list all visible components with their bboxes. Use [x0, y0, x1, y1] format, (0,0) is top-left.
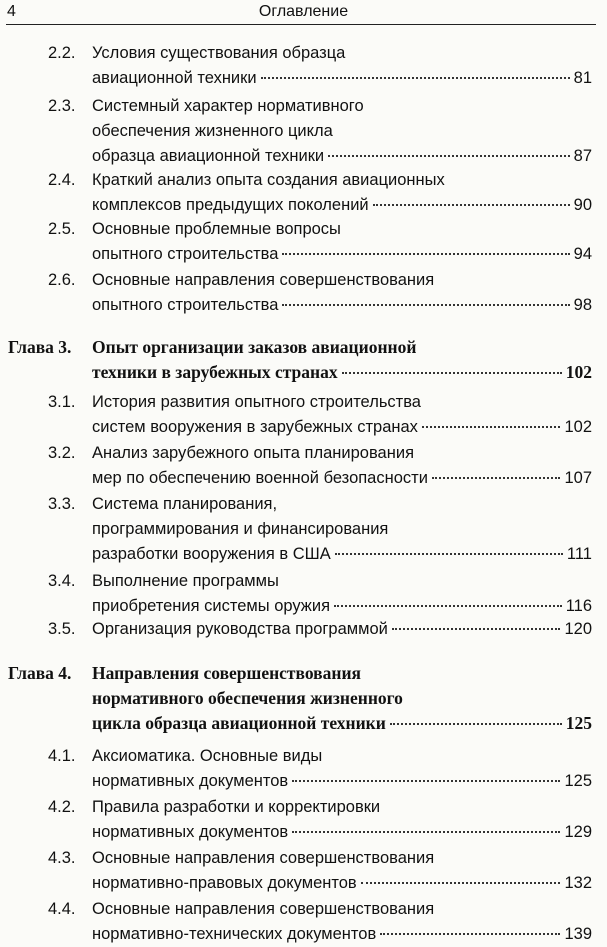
toc-title-line: [92, 360, 592, 385]
toc-title-line: [92, 415, 592, 440]
running-title: Оглавление: [258, 3, 349, 20]
toc-page-number: 116: [565, 597, 592, 615]
dot-leader: [282, 252, 569, 255]
toc-title-line: [92, 820, 592, 845]
toc-title-text: Организация руководства программой: [92, 620, 388, 638]
toc-title-line: [92, 542, 592, 567]
toc-page-number: 125: [564, 772, 592, 790]
toc-title-text: опытного строительства: [92, 296, 279, 314]
toc-page-number: 111: [566, 545, 592, 563]
toc-title-text: цикла образца авиационной техники: [92, 713, 386, 733]
toc-entry-number: 3.4.: [48, 572, 76, 590]
toc-title-text: программирования и финансирования: [92, 520, 389, 538]
toc-entry-number: 2.4.: [48, 171, 76, 189]
toc-entry-title: [92, 217, 592, 267]
toc-title-text: нормативно-технических документов: [92, 925, 377, 943]
toc-title-line: [92, 517, 592, 542]
dot-leader: [292, 830, 560, 833]
toc-entry-number: 4.1.: [48, 747, 76, 765]
dot-leader: [342, 371, 562, 374]
toc-entry-number: 3.3.: [48, 495, 76, 513]
toc-entry-title: [92, 795, 592, 845]
toc-page-number: 94: [573, 245, 592, 263]
toc-title-line: [92, 769, 592, 794]
toc-page-number: 98: [573, 296, 592, 314]
toc-entry-title: [92, 846, 592, 896]
toc-entry-number: 2.2.: [48, 44, 76, 62]
toc-title-line: [92, 686, 592, 711]
toc-entry-number: 2.5.: [48, 220, 76, 238]
toc-entry-title: [92, 661, 592, 736]
toc-title-text: Краткий анализ опыта создания авиационных: [92, 171, 445, 189]
toc-title-text: нормативных документов: [92, 772, 289, 790]
toc-entry-number: 3.1.: [48, 393, 76, 411]
toc-page-number: 132: [564, 874, 592, 892]
toc-page-number: 120: [564, 620, 592, 638]
toc-entry-title: [92, 94, 592, 169]
toc-entry-title: [92, 492, 592, 567]
toc-entry-title: [92, 897, 592, 947]
toc-entry-number: 4.4.: [48, 900, 76, 918]
toc-title-text: авиационной техники: [92, 69, 257, 87]
toc-title-text: Основные направления совершенствования: [92, 900, 435, 918]
toc-title-line: [92, 897, 592, 922]
toc-title-text: Основные направления совершенствования: [92, 849, 435, 867]
dot-leader: [261, 76, 570, 79]
toc-entry-number: 2.3.: [48, 97, 76, 115]
toc-title-line: [92, 268, 592, 293]
toc-title-text: комплексов предыдущих поколений: [92, 196, 369, 214]
toc-page-number: 139: [564, 925, 592, 943]
toc-title-line: [92, 441, 592, 466]
dot-leader: [334, 604, 562, 607]
toc-entry-title: [92, 744, 592, 794]
dot-leader: [373, 203, 570, 206]
toc-title-text: Правила разработки и корректировки: [92, 798, 381, 816]
toc-title-line: [92, 594, 592, 619]
toc-entry-title: [92, 617, 592, 642]
toc-title-line: [92, 66, 592, 91]
toc-title-text: нормативно-правовых документов: [92, 874, 357, 892]
toc-title-text: Основные направления совершенствования: [92, 271, 435, 289]
dot-leader: [390, 722, 562, 725]
dot-leader: [422, 425, 561, 428]
toc-entry-title: [92, 441, 592, 491]
dot-leader: [392, 627, 561, 630]
toc-title-text: нормативного обеспечения жизненного: [92, 688, 403, 708]
toc-title-text: Система планирования,: [92, 495, 278, 513]
toc-title-line: [92, 492, 592, 517]
toc-title-text: Опыт организации заказов авиационной: [92, 337, 417, 357]
toc-page-number: 107: [564, 469, 592, 487]
toc-title-line: [92, 795, 592, 820]
toc-title-text: образца авиационной техники: [92, 147, 325, 165]
toc-title-text: Выполнение программы: [92, 572, 279, 590]
header-rule: [6, 24, 596, 25]
toc-title-line: [92, 335, 592, 360]
toc-title-text: техники в зарубежных странах: [92, 362, 338, 382]
dot-leader: [292, 779, 560, 782]
toc-title-text: систем вооружения в зарубежных странах: [92, 418, 418, 436]
toc-title-line: [92, 661, 592, 686]
toc-title-line: [92, 94, 592, 119]
toc-title-line: [92, 922, 592, 947]
toc-entry-title: [92, 335, 592, 385]
toc-title-text: обеспечения жизненного цикла: [92, 122, 333, 140]
page-number: 4: [7, 3, 16, 20]
toc-entry-number: Глава 4.: [8, 663, 72, 683]
toc-title-line: [92, 193, 592, 218]
toc-title-line: [92, 119, 592, 144]
dot-leader: [328, 154, 569, 157]
toc-title-line: [92, 569, 592, 594]
toc-title-line: [92, 293, 592, 318]
dot-leader: [361, 881, 561, 884]
toc-title-line: [92, 711, 592, 736]
toc-page-number: 81: [573, 69, 592, 87]
toc-page-number: 129: [564, 823, 592, 841]
toc-title-text: Условия существования образца: [92, 44, 346, 62]
toc-page-number: 90: [573, 196, 592, 214]
toc-entry-number: 3.5.: [48, 620, 76, 638]
toc-title-line: [92, 466, 592, 491]
toc-title-text: опытного строительства: [92, 245, 279, 263]
toc-entry-title: [92, 390, 592, 440]
toc-page-number: 125: [565, 713, 592, 733]
toc-title-text: мер по обеспечению военной безопасности: [92, 469, 428, 487]
toc-title-line: [92, 41, 592, 66]
toc-title-text: Системный характер нормативного: [92, 97, 364, 115]
toc-page-number: 87: [573, 147, 592, 165]
toc-page-number: 102: [565, 362, 592, 382]
toc-title-text: Направления совершенствования: [92, 663, 362, 683]
toc-title-text: приобретения системы оружия: [92, 597, 331, 615]
toc-entry-number: 2.6.: [48, 271, 76, 289]
toc-entry-number: 4.3.: [48, 849, 76, 867]
toc-title-text: нормативных документов: [92, 823, 289, 841]
toc-entry-number: 3.2.: [48, 444, 76, 462]
toc-title-line: [92, 168, 592, 193]
toc-title-line: [92, 617, 592, 642]
toc-entry-number: Глава 3.: [8, 337, 72, 357]
toc-title-line: [92, 390, 592, 415]
toc-page-number: 102: [564, 418, 592, 436]
running-header: [0, 0, 607, 30]
toc-title-text: Аксиоматика. Основные виды: [92, 747, 323, 765]
toc-entry-title: [92, 41, 592, 91]
toc-entry-title: [92, 268, 592, 318]
toc-entry-number: 4.2.: [48, 798, 76, 816]
toc-title-text: разработки вооружения в США: [92, 545, 331, 563]
toc-title-line: [92, 846, 592, 871]
toc-entry-title: [92, 569, 592, 619]
toc-entry-title: [92, 168, 592, 218]
dot-leader: [282, 303, 569, 306]
toc-title-line: [92, 242, 592, 267]
toc-title-text: Анализ зарубежного опыта планирования: [92, 444, 414, 462]
toc-title-line: [92, 744, 592, 769]
dot-leader: [335, 552, 563, 555]
dot-leader: [432, 476, 561, 479]
toc-title-text: История развития опытного строительства: [92, 393, 421, 411]
toc-title-line: [92, 217, 592, 242]
dot-leader: [380, 932, 560, 935]
toc-title-text: Основные проблемные вопросы: [92, 220, 341, 238]
toc-title-line: [92, 871, 592, 896]
toc-title-line: [92, 144, 592, 169]
